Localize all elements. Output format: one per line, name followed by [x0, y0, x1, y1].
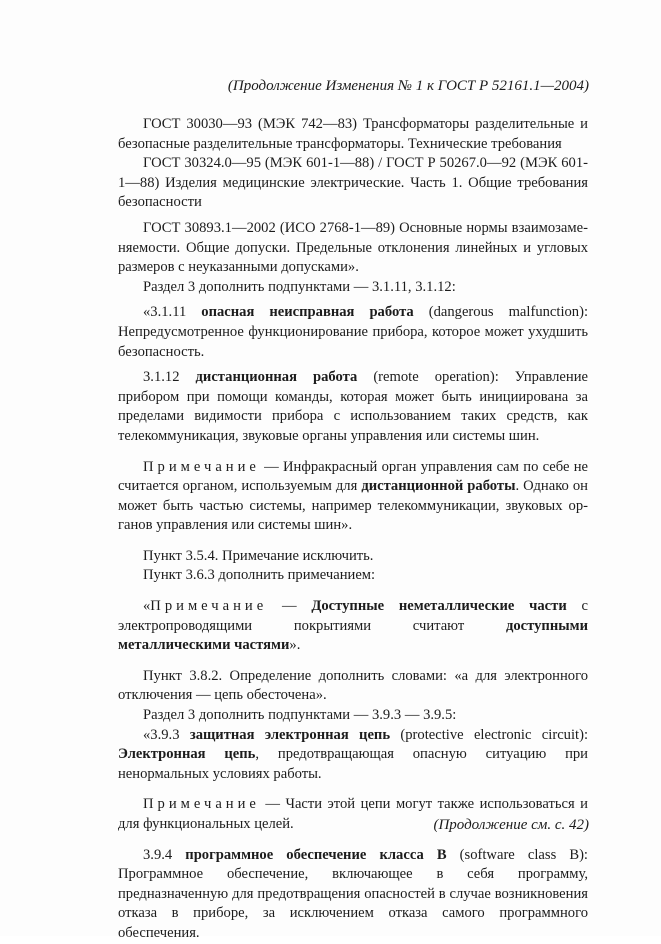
- note-label: Примечание: [150, 598, 268, 615]
- note-dash: —: [267, 598, 312, 615]
- note-text: — Инфракрасный орган управления сам по себе не считается органом, используемым для: [118, 458, 588, 495]
- section-3-amendment: Раздел 3 дополнить подпунктами — 3.1.11, 3.1.12:: [143, 278, 456, 295]
- section-3-amendment-2: Раздел 3 дополнить подпунктами — 3.9.3 — 3.9.5:: [143, 707, 457, 724]
- clause-number: 3.9.4: [143, 846, 186, 863]
- term: дистанционная работа: [195, 369, 358, 386]
- page-footer: (Продолжение см. с. 42): [433, 817, 589, 833]
- reference-gost-30324: ГОСТ 30324.0—95 (МЭК 601-1—88) / ГОСТ Р 50267.0—92 (МЭК 601-1—88) Изделия медицинские электрические. Часть 1. Общие требования безопасности: [118, 155, 588, 211]
- clause-number: «3.1.11: [143, 304, 202, 321]
- definition-3-1-11: [118, 303, 588, 362]
- quote-open: «: [143, 598, 151, 615]
- term: Доступные неметаллические части: [311, 598, 567, 615]
- definition-3-9-3: [118, 726, 588, 785]
- definition-text: (remote operation): Управление прибором при помощи команды, которая может быть инициирована за пределами видимости прибора с использованием таких средств, как телекоммуникация, звуковые органы управления или системы шин.: [118, 369, 588, 444]
- clause-number: 3.1.12: [143, 369, 196, 386]
- definition-text: , предотвращающая опасную ситуацию при ненормальных условиях работы.: [118, 746, 588, 782]
- reference-gost-30893: ГОСТ 30893.1—2002 (ИСО 2768-1—89) Основные нормы взаимозаменяемости. Общие допуски. Предельные отклонения линейных и угловых размеров с неуказанными допусками».: [118, 219, 588, 276]
- term: программное обеспечение класса В: [185, 846, 447, 863]
- term: доступными металлическими частями: [118, 617, 588, 654]
- term: опасная неисправная работа: [201, 304, 414, 321]
- clause-3-5-4: Пункт 3.5.4. Примечание исключить.: [143, 547, 374, 564]
- page-header: (Продолжение Изменения № 1 к ГОСТ Р 52161.1—2004): [227, 78, 589, 94]
- note-text: — Части этой цепи могут также использоваться и для функциональных целей.: [118, 796, 588, 832]
- clause-number: «3.9.3: [143, 726, 190, 743]
- definition-text: (protective electronic circuit):: [390, 726, 588, 743]
- definition-text: (software class В): Программное обеспечение, включающее в себя программу, предназначенную для предотвращения опасностей в случае возникновения отказа в приборе, за исключением отказа самого программного обеспечения.: [118, 846, 588, 941]
- term: защитная электронная цепь: [189, 726, 391, 743]
- note-remote-operation: [118, 458, 588, 536]
- clause-3-8-2: Пункт 3.8.2. Определение дополнить словами: «а для электронного отключения — цепь обесточена».: [118, 667, 588, 704]
- term: дистанционной работы: [361, 478, 516, 495]
- note-text: . Однако он может быть частью системы, например телекоммуникации, звуковых органов управления или системы шин».: [118, 478, 588, 534]
- term: Электронная цепь: [118, 746, 256, 763]
- definition-text: (dangerous malfunction): Непредусмотренное функционирование прибора, которое может ухудшить безопасность.: [118, 304, 589, 360]
- note-text: с электропроводящими покрытиями считают: [118, 598, 588, 634]
- definition-3-9-4: [118, 846, 588, 944]
- definition-3-1-12: [118, 368, 588, 446]
- note-label: Примечание: [143, 458, 260, 475]
- clause-3-6-3: Пункт 3.6.3 дополнить примечанием:: [143, 567, 376, 584]
- note-label: Примечание: [143, 796, 260, 813]
- note-accessible-parts: [118, 597, 588, 656]
- note-text: ».: [289, 637, 301, 654]
- reference-gost-30030: ГОСТ 30030—93 (МЭК 742—83) Трансформаторы разделительные и безопасные разделительные трансформаторы. Технические требования: [118, 116, 588, 152]
